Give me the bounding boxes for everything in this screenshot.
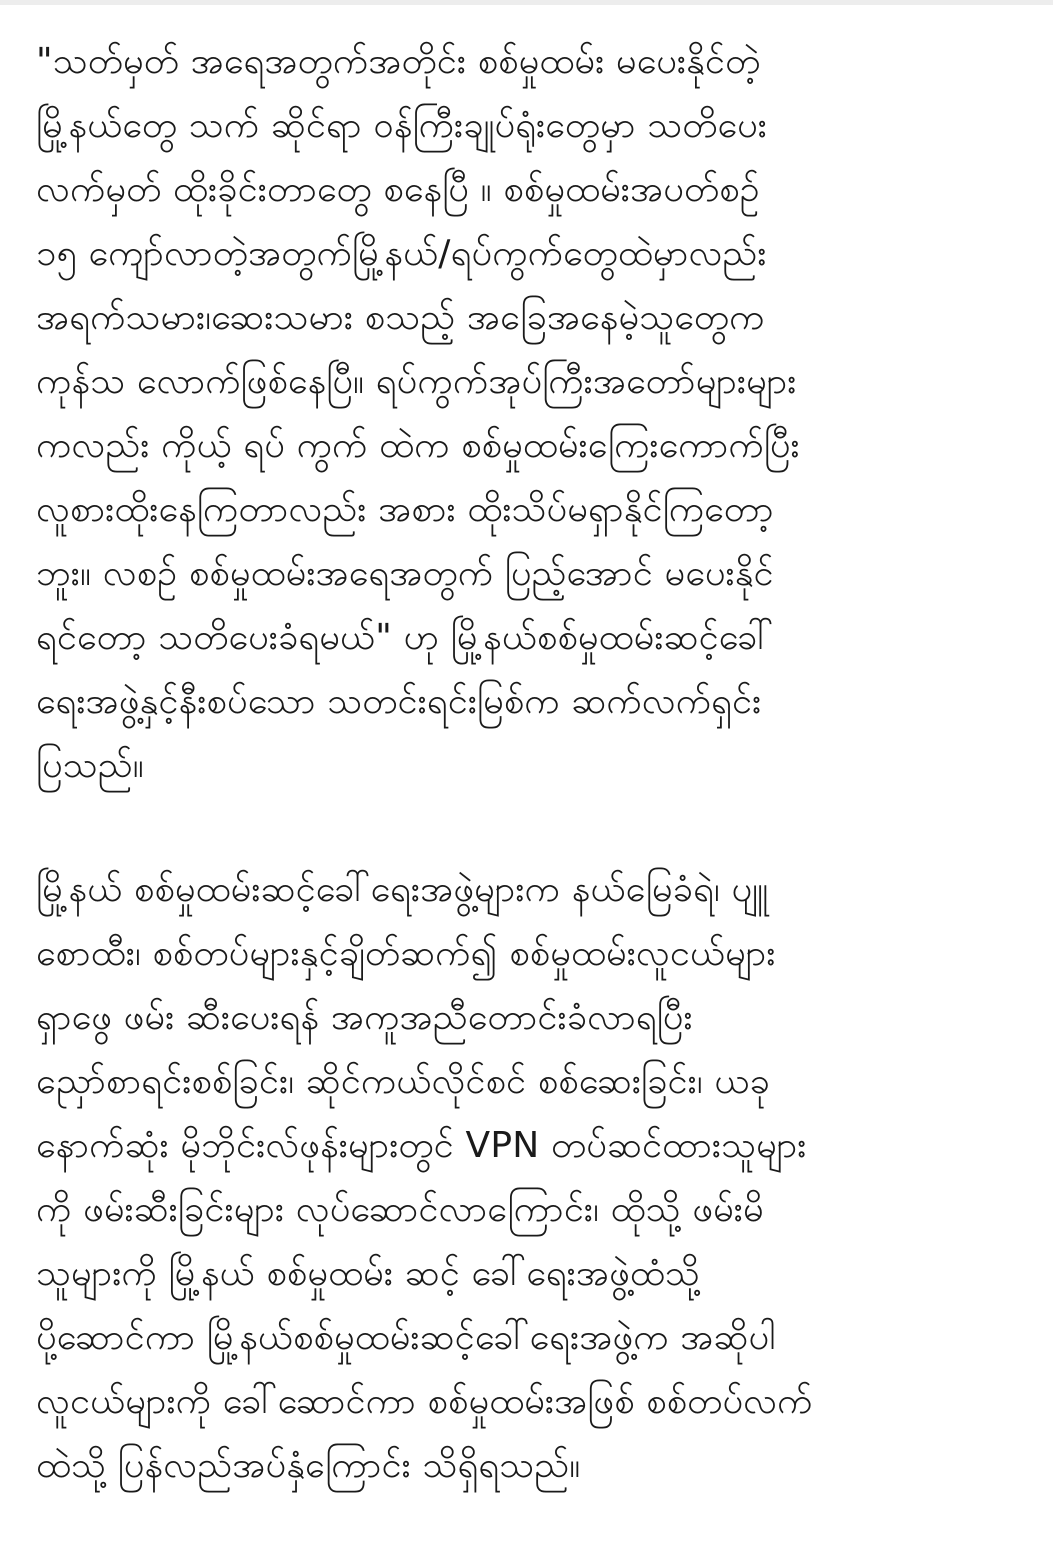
- text-line: ညှော်စာရင်းစစ်ခြင်း၊ ဆိုင်ကယ်လိုင်စင် စစ်ဆေးခြင်း၊ ယခု: [36, 1061, 770, 1102]
- text-line: ဘူး။ လစဉ် စစ်မှုထမ်းအရေအတွက် ပြည့်အောင် မပေးနိုင်: [36, 553, 774, 594]
- text-line: လက်မှတ် ထိုးခိုင်းတာတွေ စနေပြီ ။ စစ်မှုထမ်းအပတ်စဉ်: [36, 169, 760, 210]
- text-line: မြို့နယ်တွေ သက် ဆိုင်ရာ ဝန်ကြီးချုပ်ရုံးတွေမှာ သတိပေး: [36, 105, 767, 146]
- text-line: ၁၅ ကျော်လာတဲ့အတွက်မြို့နယ်/ရပ်ကွက်တွေထဲမှာလည်း: [36, 233, 767, 274]
- article-body: [36, 30, 1026, 1498]
- text-line: လူငယ်များကို ခေါ်ဆောင်ကာ စစ်မှုထမ်းအဖြစ် စစ်တပ်လက်: [36, 1381, 813, 1422]
- text-line: သူများကို မြို့နယ် စစ်မှုထမ်း ဆင့် ခေါ်ရေးအဖွဲ့ထံသို့: [36, 1253, 700, 1294]
- text-line: ကို ဖမ်းဆီးခြင်းများ လုပ်ဆောင်လာကြောင်း၊ ထိုသို့ ဖမ်းမိ: [36, 1189, 764, 1230]
- paragraph-2: [36, 858, 1026, 1498]
- text-line: နောက်ဆုံး မိုဘိုင်းလ်ဖုန်းများတွင် VPN တပ်ဆင်ထားသူများ: [36, 1125, 807, 1166]
- text-line: "သတ်မှတ် အရေအတွက်အတိုင်း စစ်မှုထမ်း မပေးနိုင်တဲ့: [36, 41, 761, 82]
- text-line: ရှာဖွေ ဖမ်း ဆီးပေးရန် အကူအညီတောင်းခံလာရပြီး: [36, 997, 693, 1038]
- text-line: ထဲသို့ ပြန်လည်အပ်နှံကြောင်း သိရှိရသည်။: [36, 1445, 581, 1486]
- paragraph-1: [36, 30, 1026, 798]
- text-line: ပြသည်။: [36, 745, 144, 786]
- text-line: ရင်တော့ သတိပေးခံရမယ်" ဟု မြို့နယ်စစ်မှုထမ်းဆင့်ခေါ်: [36, 617, 774, 658]
- top-divider: [0, 0, 1053, 5]
- text-line: စောထီး၊ စစ်တပ်များနှင့်ချိတ်ဆက်၍ စစ်မှုထမ်းလူငယ်များ: [36, 933, 776, 974]
- text-line: ရေးအဖွဲ့နှင့်နီးစပ်သော သတင်းရင်းမြစ်က ဆက်လက်ရှင်း: [36, 681, 762, 722]
- paragraph-spacer: [36, 798, 1026, 858]
- text-line: ကလည်း ကိုယ့် ရပ် ကွက် ထဲက စစ်မှုထမ်းကြေးကောက်ပြီး: [36, 425, 800, 466]
- text-line: ကုန်သ လောက်ဖြစ်နေပြီ။ ရပ်ကွက်အုပ်ကြီးအတော်များများ: [36, 361, 797, 402]
- text-line: အရက်သမား၊ဆေးသမား စသည့် အခြေအနေမဲ့သူတွေက: [36, 297, 765, 338]
- text-line: မြို့နယ် စစ်မှုထမ်းဆင့်ခေါ်ရေးအဖွဲ့များက နယ်မြေခံရဲ၊ ပျူ: [36, 869, 769, 910]
- text-line: ပို့ဆောင်ကာ မြို့နယ်စစ်မှုထမ်းဆင့်ခေါ်ရေးအဖွဲ့က အဆိုပါ: [36, 1317, 776, 1358]
- text-line: လူစားထိုးနေကြတာလည်း အစား ထိုးသိပ်မရှာနိုင်ကြတော့: [36, 489, 774, 530]
